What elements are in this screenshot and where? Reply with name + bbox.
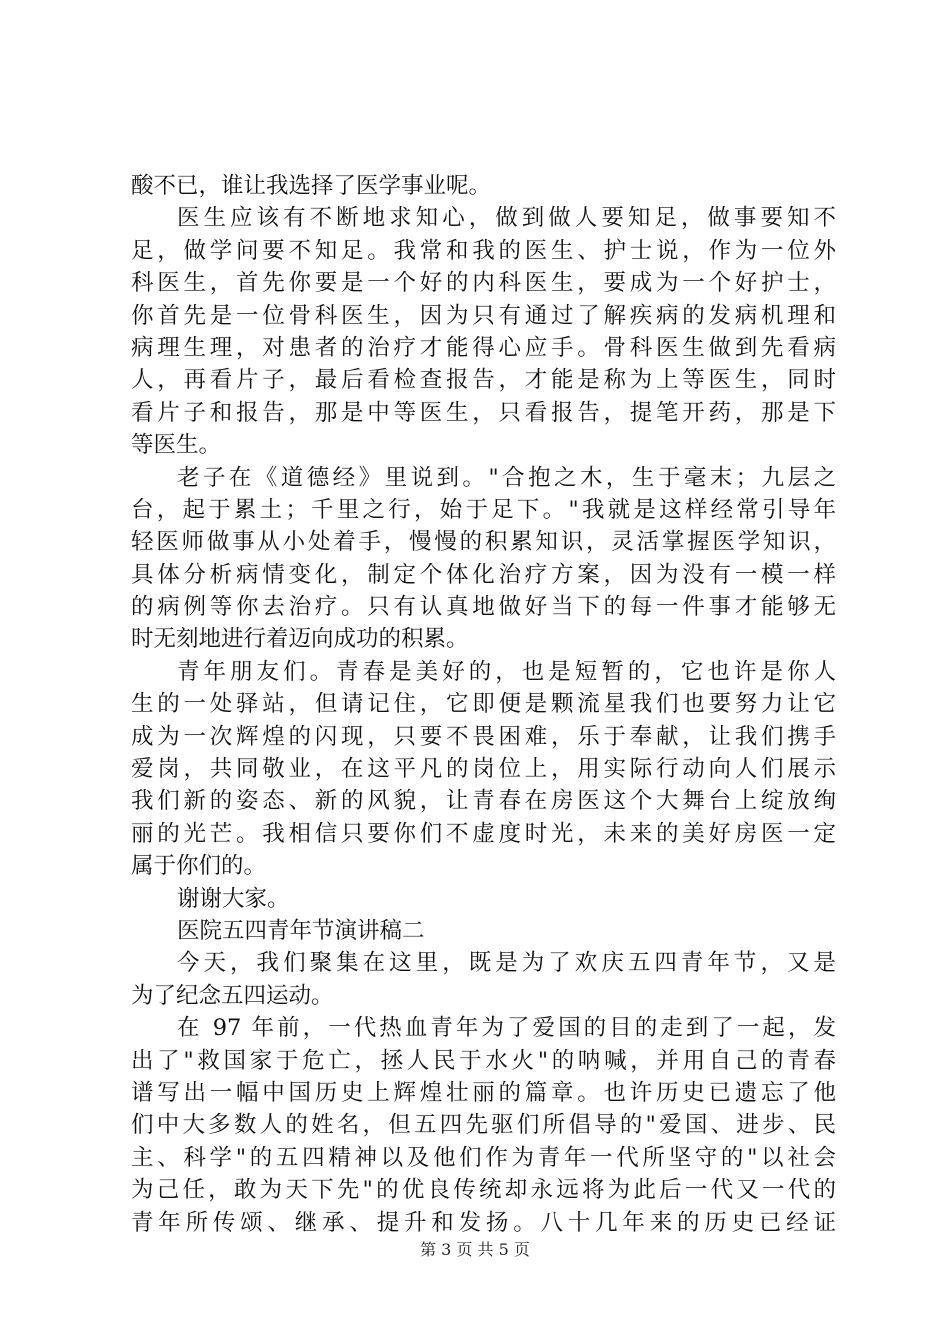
- document-body: [131, 170, 836, 1239]
- text-line: 的病例等你去治疗。只有认真地做好当下的每一件事才能够无: [131, 594, 836, 621]
- text-line: 为了纪念五四运动。: [131, 982, 334, 1009]
- text-line: 谢谢大家。: [177, 885, 290, 912]
- text-line: 你首先是一位骨科医生，因为只有通过了解疾病的发病机理和: [131, 302, 836, 329]
- text-line: 轻医师做事从小处着手，慢慢的积累知识，灵活掌握医学知识，: [131, 529, 836, 556]
- text-line: 老子在《道德经》里说到。"合抱之木，生于毫末；九层之: [177, 464, 836, 491]
- text-line: 医院五四青年节演讲稿二: [177, 917, 425, 944]
- text-line: 在 97 年前，一代热血青年为了爱国的目的走到了一起，发: [177, 1015, 836, 1042]
- text-line: 医生应该有不断地求知心，做到做人要知足，做事要知不: [177, 205, 836, 232]
- text-line: 看片子和报告，那是中等医生，只看报告，提笔开药，那是下: [131, 399, 836, 426]
- page-footer: 第 3 页 共 5 页: [420, 1240, 530, 1259]
- text-line: 酸不已，谁让我选择了医学事业呢。: [131, 173, 492, 199]
- text-line: 今天，我们聚集在这里，既是为了欢庆五四青年节，又是: [177, 950, 836, 977]
- text-line: 谱写出一幅中国历史上辉煌壮丽的篇章。也许历史已遗忘了他: [131, 1079, 836, 1106]
- text-line: 丽的光芒。我相信只要你们不虚度时光，未来的美好房医一定: [131, 820, 836, 847]
- text-line: 青年所传颂、继承、提升和发扬。八十几年来的历史已经证: [131, 1209, 836, 1236]
- text-line: 爱岗，共同敬业，在这平凡的岗位上，用实际行动向人们展示: [131, 756, 836, 783]
- text-line: 成为一次辉煌的闪现，只要不畏困难，乐于奉献，让我们携手: [131, 723, 836, 750]
- text-line: 时无刻地进行着迈向成功的积累。: [131, 626, 469, 653]
- text-line: 们中大多数人的姓名，但五四先驱们所倡导的"爱国、进步、民: [131, 1112, 836, 1139]
- text-line: 主、科学"的五四精神以及他们作为青年一代所坚守的"以社会: [131, 1144, 836, 1171]
- text-line: 人，再看片子，最后看检查报告，才能是称为上等医生，同时: [131, 367, 836, 394]
- text-line: 台，起于累土；千里之行，始于足下。"我就是这样经常引导年: [131, 496, 836, 523]
- text-line: 科医生，首先你要是一个好的内科医生，要成为一个好护士，: [131, 270, 836, 297]
- text-line: 具体分析病情变化，制定个体化治疗方案，因为没有一模一样: [131, 561, 836, 588]
- text-line: 生的一处驿站，但请记住，它即便是颗流星我们也要努力让它: [131, 691, 836, 718]
- text-line: 病理生理，对患者的治疗才能得心应手。骨科医生做到先看病: [131, 334, 836, 361]
- text-line: 等医生。: [131, 432, 222, 459]
- text-line: 为己任，敢为天下先"的优良传统却永远将为此后一代又一代的: [131, 1177, 836, 1204]
- text-line: 我们新的姿态、新的风貌，让青春在房医这个大舞台上绽放绚: [131, 788, 836, 815]
- text-line: 出了"救国家于危亡，拯人民于水火"的呐喊，并用自己的青春: [131, 1047, 836, 1074]
- text-line: 足，做学问要不知足。我常和我的医生、护士说，作为一位外: [131, 237, 836, 264]
- text-line: 青年朋友们。青春是美好的，也是短暂的，它也许是你人: [177, 658, 836, 685]
- text-line: 属于你们的。: [131, 853, 267, 880]
